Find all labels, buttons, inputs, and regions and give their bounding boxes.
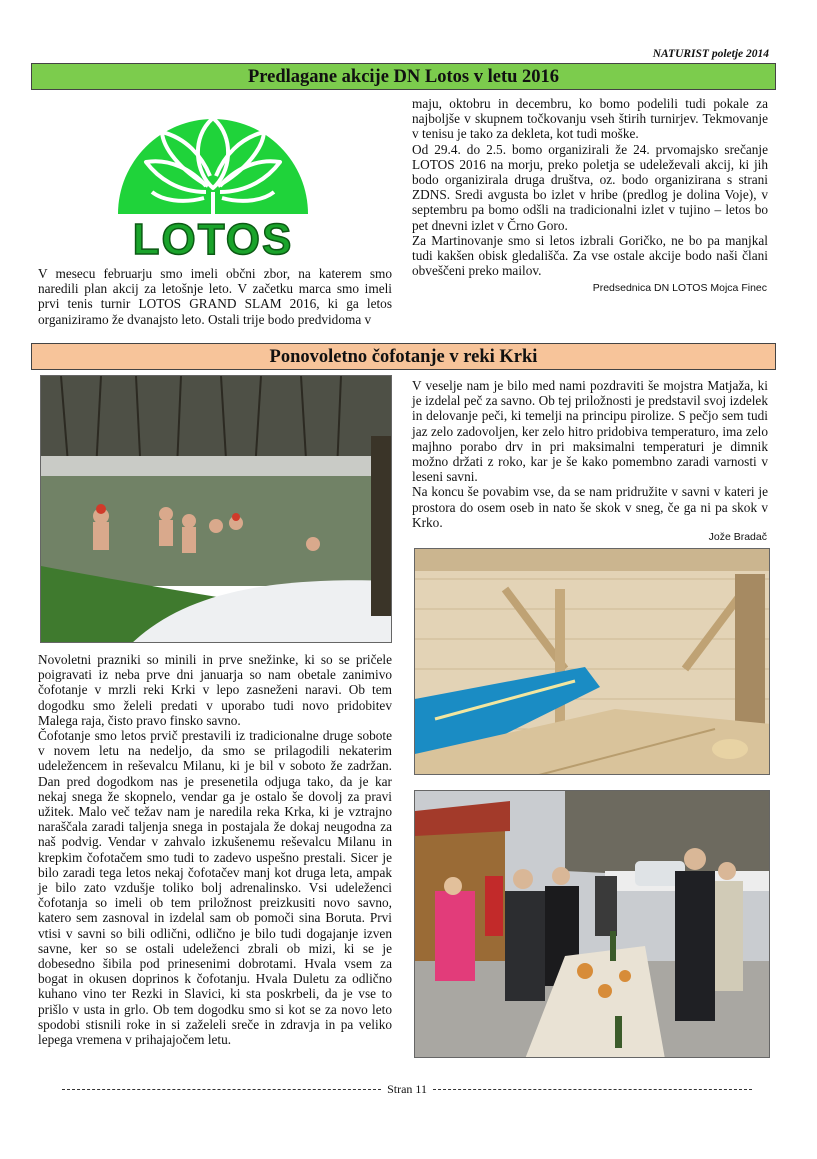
lotos-paragraph-3: Za Martinovanje smo si letos izbrali Goričko, ne bo pa manjkal tudi kakšen obisk gledališča. Za vse ostale akcije bodo naši člani obveščeni preko mailov. — [412, 232, 768, 279]
lotos-left-paragraph: V mesecu februarju smo imeli občni zbor, na katerem smo naredili plan akcij za letošnje leto. V začetku marca smo imeli prvi tenis turnir LOTOS GRAND SLAM 2016, ki ga letos organiziramo že dvanajsto leto. Ostali trije bodo predvidoma v — [38, 266, 392, 327]
krka-paragraph-2: Čofotanje smo letos prvič prestavili iz tradicionalne druge sobote v novem letu na nedeljo, da smo se prilagodili nekaterim udeležencem in reševalcu Milanu, ki je bil v soboto že zadržan. Dan pred dogodkom nas je presenetila odjuga tako, da je kar nekaj snega že skopnelo, vendar ga je ostalo še dovolj za pravi užitek. Malo več težav nam je naredila reka Krka, ki je vztrajno naraščala zaradi taljenja snega in postajala že dokaj neugodna za naš podvig. Vendar v zahvalo izkušenemu reševalcu Milanu in krepkim čofotačem smo tudi to zadevo uspešno prestali. Sicer je bilo zaradi tega letos nekaj čofotačev manj kot druga leta, ampak je bilo zato vzdušje toliko bolj adrenalinsko. Vsi udeleženci čofotanja so imeli ob tem priložnost preizkusiti novo savno, katero sem zasnoval in izdelal sam ob pomoči sina Boruta. Prvi vtisi v savni so bili odlični, odlično je bilo tudi dogajanje izven savne, ker so se ostali udeleženci zbrali ob mizi, ki se je dobesedno šibila pod prinesenimi dobrotami. Hvala vsem za bogat in okusen doprinos k čofotanju. Hvala Duletu za odlično kuhano vino ter Rezki in Slavici, ki sta poskrbeli, da je vse to prišlo v usta in grlo. Ob tem dogodku smo si kot se za novo leto spodobi stisnili roke in si zaželeli sreče in zdravja in pa veliko lepega vremena v prihajajočem letu. — [38, 728, 392, 1048]
sauna-photo — [414, 548, 770, 775]
lotos-paragraph-1: maju, oktobru in decembru, ko bomo podelili tudi pokale za najboljše v skupnem točkovanju vseh štirih turnirjev. Tekmovanje v tenisu je tako za dekleta, kot tudi moške. — [412, 96, 768, 142]
page-footer — [62, 1082, 752, 1097]
lotos-right-text — [412, 96, 768, 278]
magazine-header: NATURIST poletje 2014 — [652, 48, 769, 60]
section-title-krka: Ponovoletno čofotanje v reki Krki — [31, 343, 776, 370]
krka-paragraph-3: V veselje nam je bilo med nami pozdraviti še mojstra Matjaža, ki je izdelal peč za savno. Ob tej priložnosti je predstavil svoj izdelek in delovanje peči, ki temelji na principu pirolize. S pečjo sem tudi jaz zelo zadovoljen, ker zelo hitro pridobiva temperaturo, ima zelo majhno porabo drv in pri maksimalni temperaturi je dimnik možno držati z roko, kar je še kako pomembno zaradi varnosti v leseni savni. — [412, 378, 768, 485]
lotos-logo — [118, 96, 308, 262]
lotos-signature: Predsednica DN LOTOS Mojca Finec — [592, 282, 767, 294]
krka-paragraph-4: Na koncu še povabim vse, da se nam pridružite v savni v kateri je prostora do osem oseb in nato še skok v sneg, če ga ni pa skok v Krko. — [412, 484, 768, 530]
section-title-lotos: Predlagane akcije DN Lotos v letu 2016 — [31, 63, 776, 90]
krka-paragraph-1: Novoletni prazniki so minili in prve snežinke, ki so se pričele poigravati iz neba prve dni januarja so nam obetale zanimivo čofotanje v mrzli reki Krki v lepo zasneženi naravi. Ob tem dogodku smo želeli predati v uporabo tudi novo pridobitev Malega raja, čisto pravo finsko savno. — [38, 652, 392, 728]
party-photo — [414, 790, 770, 1058]
page-number: Stran 11 — [387, 1082, 427, 1096]
lotus-flower-icon — [118, 96, 308, 262]
krka-signature: Jože Bradač — [708, 531, 767, 543]
footer-rule-left — [62, 1089, 381, 1090]
footer-rule-right — [433, 1089, 752, 1090]
logo-wordmark: LOTOS — [132, 215, 294, 262]
krka-left-text — [38, 652, 392, 1047]
lotos-left-text — [38, 266, 392, 327]
river-photo — [40, 375, 392, 643]
krka-right-text — [412, 378, 768, 530]
lotos-paragraph-2: Od 29.4. do 2.5. bomo organizirali že 24. prvomajsko srečanje LOTOS 2016 na morju, preko poletja se udeleževali akcij, ki jih bodo organizirala druga društva, oz. bodo organizirana s strani ZDNS. Sredi avgusta bo izlet v hribe (predlog je dolina Voje), v septembru pa bomo odšli na tradicionalni izlet v tujino – letos bo pet dnevni izlet v Črno Goro. — [412, 141, 768, 233]
